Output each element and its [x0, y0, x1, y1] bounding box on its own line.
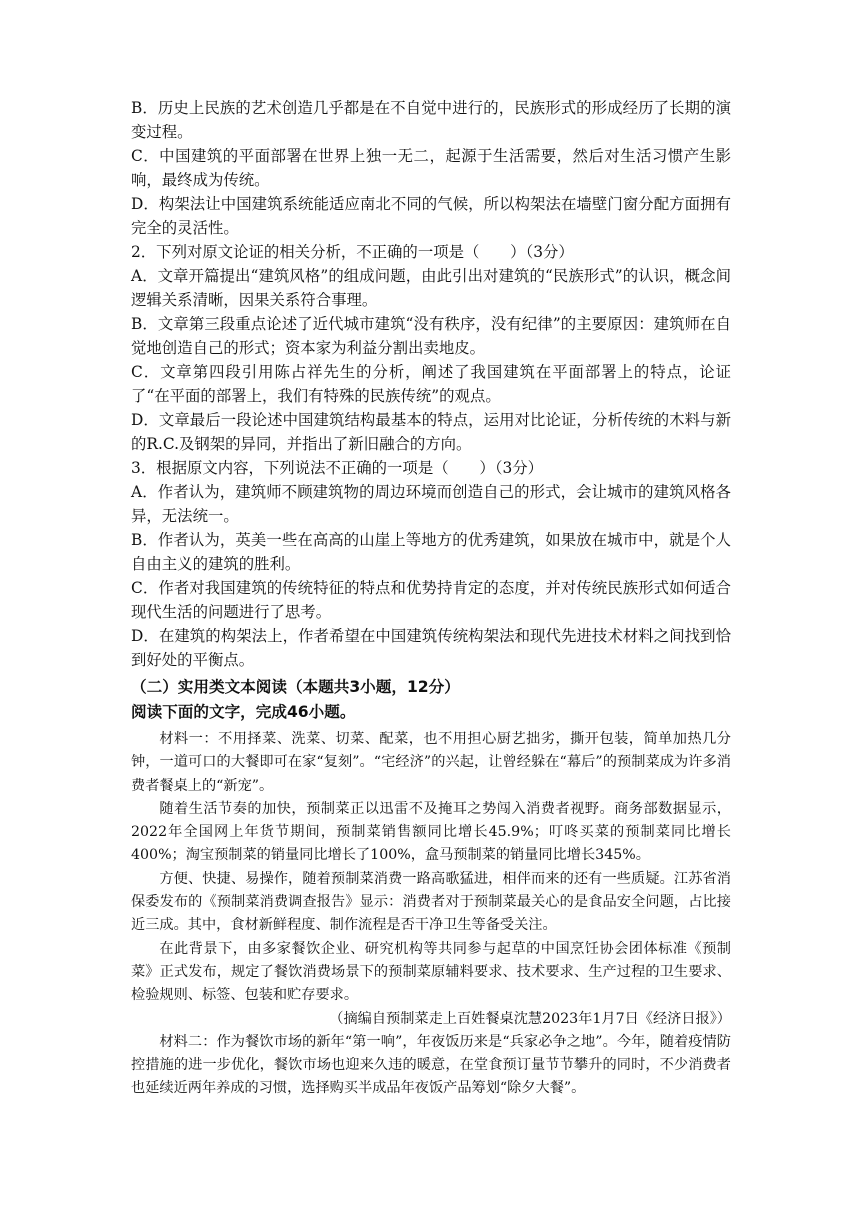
section-heading: （二）实用类文本阅读（本题共3小题，12分） [131, 678, 460, 696]
q3-option-c: C．作者对我国建筑的传统特征的特点和优势持肯定的态度，并对传统民族形式如何适合现代生活的问题进行了思考。 [131, 579, 731, 621]
material1-para-4: 在此背景下，由多家餐饮企业、研究机构等共同参与起草的中国烹饪协会团体标准《预制菜》正式发布，规定了餐饮消费场景下的预制菜原辅料要求、技术要求、生产过程的卫生要求、检验规则、标签、包装和贮存要求。 [131, 940, 731, 1004]
material2-para-1: 材料二：作为餐饮市场的新年“第一响”，年夜饭历来是“兵家必争之地”。今年，随着疫情防控措施的进一步优化，餐饮市场也迎来久违的暖意，在堂食预订量节节攀升的同时，不少消费者也延续近两年养成的习惯，选择购买半成品年夜饭产品筹划“除夕大餐”。 [131, 1033, 731, 1097]
q2-option-c: C．文章第四段引用陈占祥先生的分析，阐述了我国建筑在平面部署上的特点，论证了“在平面的部署上，我们有特殊的民族传统”的观点。 [131, 363, 731, 405]
material1-source: （摘编自预制菜走上百姓餐桌沈慧2023年1月7日《经济日报》） [329, 1010, 731, 1027]
q3-option-a: A．作者认为，建筑师不顾建筑物的周边环境而创造自己的形式，会让城市的建筑风格各异，无法统一。 [131, 483, 731, 525]
q3-option-b: B．作者认为，英美一些在高高的山崖上等地方的优秀建筑，如果放在城市中，就是个人自由主义的建筑的胜利。 [131, 531, 731, 573]
q1-option-b: B．历史上民族的艺术创造几乎都是在不自觉中进行的，民族形式的形成经历了长期的演变过程。 [131, 99, 731, 141]
q2-option-d: D．文章最后一段论述中国建筑结构最基本的特点，运用对比论证，分析传统的木料与新的R.C.及钢架的异同，并指出了新旧融合的方向。 [131, 411, 731, 453]
material1-para-2: 随着生活节奏的加快，预制菜正以迅雷不及掩耳之势闯入消费者视野。商务部数据显示，2022年全国网上年货节期间，预制菜销售额同比增长45.9%；叮咚买菜的预制菜同比增长400%；淘宝预制菜的销量同比增长了100%，盒马预制菜的销量同比增长345%。 [131, 800, 731, 864]
section-instruction: 阅读下面的文字，完成46小题。 [131, 703, 356, 721]
material1-para-1: 材料一：不用择菜、洗菜、切菜、配菜，也不用担心厨艺拙劣，撕开包装，简单加热几分钟，一道可口的大餐即可在家“复刻”。“宅经济”的兴起，让曾经躲在“幕后”的预制菜成为许多消费者餐桌上的“新宠”。 [131, 731, 731, 794]
q1-option-d: D．构架法让中国建筑系统能适应南北不同的气候，所以构架法在墙壁门窗分配方面拥有完全的灵活性。 [131, 195, 731, 237]
q3-option-d: D．在建筑的构架法上，作者希望在中国建筑传统构架法和现代先进技术材料之间找到恰到好处的平衡点。 [131, 627, 731, 669]
q3-stem: 3．根据原文内容，下列说法不正确的一项是（ ）（3分） [131, 459, 544, 477]
q1-option-c: C．中国建筑的平面部署在世界上独一无二，起源于生活需要，然后对生活习惯产生影响，最终成为传统。 [131, 147, 731, 189]
q2-option-b: B．文章第三段重点论述了近代城市建筑“没有秩序，没有纪律”的主要原因：建筑师在自觉地创造自己的形式；资本家为利益分割出卖地皮。 [131, 315, 731, 357]
material1-para-3: 方便、快捷、易操作，随着预制菜消费一路高歌猛进，相伴而来的还有一些质疑。江苏省消保委发布的《预制菜消费调查报告》显示：消费者对于预制菜最关心的是食品安全问题，占比接近三成。其中，食材新鲜程度、制作流程是否干净卫生等备受关注。 [131, 870, 731, 934]
q2-stem: 2．下列对原文论证的相关分析，不正确的一项是（ ）（3分） [131, 243, 574, 261]
document-page [131, 96, 731, 1101]
q2-option-a: A．文章开篇提出“建筑风格”的组成问题，由此引出对建筑的“民族形式”的认识，概念间逻辑关系清晰，因果关系符合事理。 [131, 267, 731, 309]
